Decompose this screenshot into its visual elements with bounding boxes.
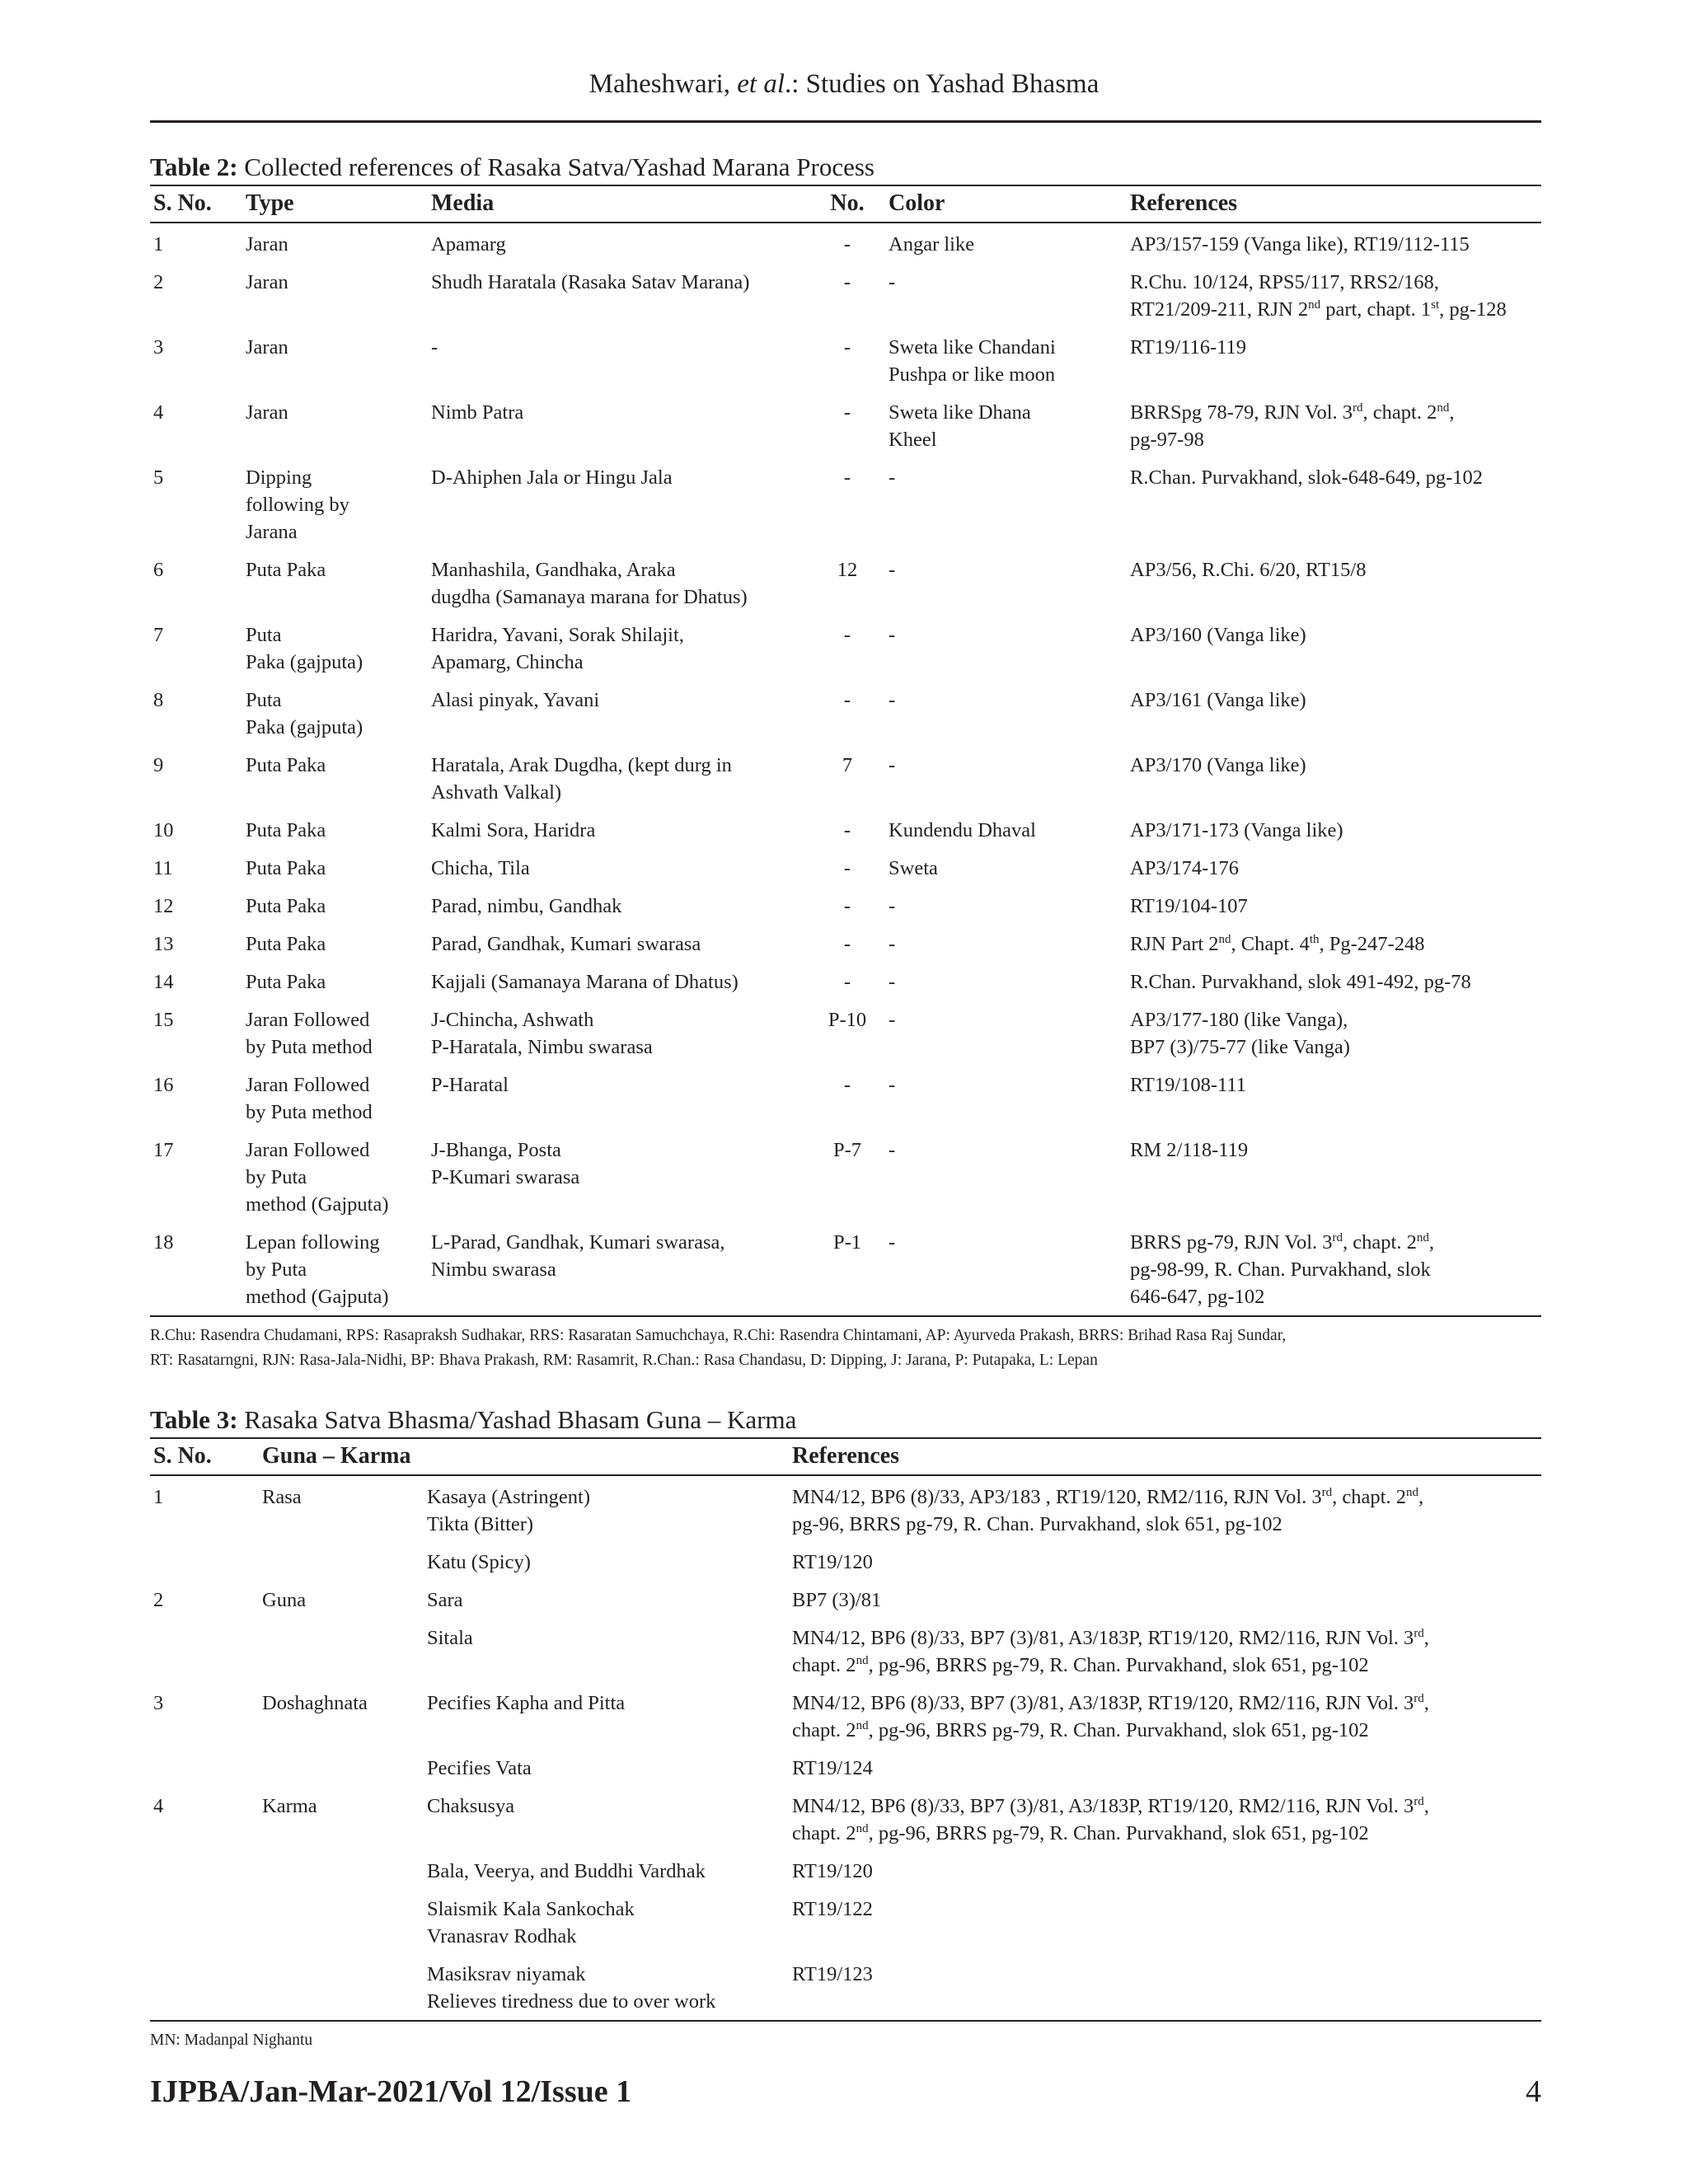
cell-no: - bbox=[843, 336, 851, 359]
cell-no: - bbox=[843, 624, 851, 646]
cell-media: Shudh Haratala (Rasaka Satav Marana) bbox=[431, 271, 750, 293]
cell-cat: Guna bbox=[262, 1589, 307, 1611]
table-row bbox=[150, 1850, 1541, 1888]
table-row bbox=[150, 614, 1541, 679]
cell-item: Pecifies Vata bbox=[427, 1757, 532, 1779]
cell-ref: AP3/171-173 (Vanga like) bbox=[1130, 819, 1343, 841]
cell-color: - bbox=[889, 895, 896, 917]
cell-no: - bbox=[843, 233, 851, 255]
cell-no: - bbox=[843, 857, 851, 879]
cell-item: Pecifies Kapha and Pitta bbox=[427, 1692, 626, 1714]
cell-type: Puta Paka bbox=[246, 819, 326, 841]
cell-sno: 8 bbox=[153, 689, 164, 711]
table-3 bbox=[150, 1405, 1541, 2053]
cell-media: Haratala, Arak Dugdha, (kept durg in Ashvath Valkal) bbox=[431, 754, 732, 804]
table-row bbox=[150, 1617, 1541, 1682]
table-2-grid bbox=[150, 185, 1541, 1317]
cell-ref: AP3/161 (Vanga like) bbox=[1130, 689, 1306, 711]
cell-item: Kasaya (Astringent) Tikta (Bitter) bbox=[427, 1486, 590, 1535]
cell-no: P-1 bbox=[809, 1221, 885, 1316]
table-row bbox=[150, 999, 1541, 1064]
cell-sno bbox=[150, 1747, 259, 1785]
cell-sno: 16 bbox=[153, 1074, 174, 1096]
cell-sno: 3 bbox=[153, 336, 164, 359]
table-row bbox=[150, 809, 1541, 847]
col-header-sno: S. No. bbox=[150, 185, 242, 223]
table-row bbox=[150, 885, 1541, 923]
cell-media: Kajjali (Samanaya Marana of Dhatus) bbox=[431, 971, 738, 993]
cell-ref: RT19/123 bbox=[789, 1953, 1541, 2021]
cell-sno: 12 bbox=[153, 895, 174, 917]
cell-type: Jaran Followed by Puta method (Gajputa) bbox=[246, 1139, 389, 1216]
cell-item: Sara bbox=[427, 1589, 463, 1611]
cell-media: P-Haratal bbox=[431, 1074, 509, 1096]
cell-media: J-Bhanga, Posta P-Kumari swarasa bbox=[431, 1139, 580, 1188]
cell-media: Alasi pinyak, Yavani bbox=[431, 689, 600, 711]
cell-color: - bbox=[889, 271, 896, 293]
cell-ref: AP3/174-176 bbox=[1130, 857, 1240, 879]
running-head: Maheshwari, et al.: Studies on Yashad Bhasma bbox=[588, 69, 1100, 99]
cell-media: L-Parad, Gandhak, Kumari swarasa, Nimbu swarasa bbox=[428, 1221, 809, 1316]
cell-sno bbox=[150, 1888, 259, 1953]
cell-ref: RT19/122 bbox=[792, 1898, 873, 1920]
cell-type: Puta Paka bbox=[246, 754, 326, 776]
cell-sno: 3 bbox=[153, 1692, 164, 1714]
table-row bbox=[150, 679, 1541, 744]
cell-sno bbox=[150, 1617, 259, 1682]
col-header-guna-karma: Guna – Karma bbox=[259, 1438, 789, 1475]
cell-no: - bbox=[843, 971, 851, 993]
cell-type: Jaran bbox=[246, 271, 288, 293]
cell-media: Manhashila, Gandhaka, Araka dugdha (Samanaya marana for Dhatus) bbox=[431, 559, 748, 608]
cell-sno: 14 bbox=[153, 971, 174, 993]
cell-type: Puta Paka bbox=[246, 971, 326, 993]
footer-journal: IJPBA/Jan-Mar-2021/Vol 12/Issue 1 bbox=[150, 2074, 632, 2109]
cell-ref: MN4/12, BP6 (8)/33, AP3/183 , RT19/120, RM2/116, RJN Vol. 3rd, chapt. 2nd, pg-96, BRRS pg-79, R. Chan. Purvakhand, slok 651, pg-102 bbox=[792, 1485, 1424, 1535]
cell-media: D-Ahiphen Jala or Hingu Jala bbox=[431, 466, 673, 489]
cell-cat bbox=[259, 1888, 424, 1953]
cell-sno: 11 bbox=[153, 857, 173, 879]
cell-no: - bbox=[843, 895, 851, 917]
cell-sno: 4 bbox=[153, 401, 164, 424]
cell-media: Parad, nimbu, Gandhak bbox=[431, 895, 622, 917]
cell-ref: R.Chan. Purvakhand, slok 491-492, pg-78 bbox=[1130, 971, 1471, 993]
cell-color: - bbox=[889, 754, 896, 776]
cell-cat bbox=[259, 1541, 424, 1579]
cell-item: Sitala bbox=[427, 1627, 473, 1649]
col-header-type: Type bbox=[242, 185, 428, 223]
cell-color: - bbox=[889, 933, 896, 955]
cell-media: Kalmi Sora, Haridra bbox=[431, 819, 596, 841]
cell-ref: RT19/124 bbox=[792, 1757, 873, 1779]
cell-no: - bbox=[843, 689, 851, 711]
cell-ref: MN4/12, BP6 (8)/33, BP7 (3)/81, A3/183P, RT19/120, RM2/116, RJN Vol. 3rd, chapt. 2nd, pg-96, BRRS pg-79, R. Chan. Purvakhand, slok 651, pg-102 bbox=[792, 1626, 1429, 1676]
table-2-abbreviations: R.Chu: Rasendra Chudamani, RPS: Rasapraksh Sudhakar, RRS: Rasaratan Samuchchaya, R.Chi: Rasendra Chintamani, AP: Ayurveda Prakash, BRRS: Brihad Rasa Raj Sundar, RT: Rasatarngni, RJN: Rasa-Jala-Nidhi, BP: Bhava Prakash, RM: Rasamrit, R.Chan.: Rasa Chandasu, D: Dipping, J: Jarana, P: Putapaka, L: Lepan bbox=[150, 1327, 1287, 1369]
cell-type: Jaran Followed by Puta method bbox=[246, 1009, 373, 1058]
table-row bbox=[150, 391, 1541, 457]
cell-cat bbox=[259, 1747, 424, 1785]
cell-type: Jaran bbox=[246, 336, 288, 359]
cell-sno: 1 bbox=[153, 1486, 164, 1508]
cell-no: 7 bbox=[842, 754, 853, 776]
cell-sno: 15 bbox=[153, 1009, 174, 1031]
table-row bbox=[150, 1747, 1541, 1785]
table-row bbox=[150, 1129, 1541, 1221]
table-3-header-row bbox=[150, 1438, 1541, 1475]
cell-cat: Karma bbox=[262, 1795, 317, 1817]
table-row bbox=[150, 1579, 1541, 1617]
cell-ref: RT19/104-107 bbox=[1130, 895, 1248, 917]
cell-ref: BRRS pg-79, RJN Vol. 3rd, chapt. 2nd, pg-98-99, R. Chan. Purvakhand, slok 646-647, pg-102 bbox=[1127, 1221, 1541, 1316]
cell-sno bbox=[150, 1541, 259, 1579]
cell-ref: R.Chan. Purvakhand, slok-648-649, pg-102 bbox=[1130, 466, 1484, 489]
table-row bbox=[150, 961, 1541, 999]
cell-no: - bbox=[843, 933, 851, 955]
table-row bbox=[150, 1221, 1541, 1316]
cell-type: Lepan following by Puta method (Gajputa) bbox=[242, 1221, 428, 1316]
cell-ref: AP3/160 (Vanga like) bbox=[1130, 624, 1306, 646]
cell-color: - bbox=[885, 1221, 1127, 1316]
cell-no: P-10 bbox=[828, 1009, 867, 1031]
cell-no: - bbox=[843, 819, 851, 841]
cell-color: Sweta like Chandani Pushpa or like moon bbox=[889, 336, 1056, 386]
cell-item: Slaismik Kala Sankochak Vranasrav Rodhak bbox=[427, 1898, 635, 1947]
table-row bbox=[150, 457, 1541, 549]
cell-no: - bbox=[843, 401, 851, 424]
cell-type: Puta Paka (gajputa) bbox=[246, 624, 363, 673]
table-2 bbox=[150, 152, 1541, 1373]
cell-ref: BP7 (3)/81 bbox=[792, 1589, 882, 1611]
cell-ref: RM 2/118-119 bbox=[1130, 1139, 1249, 1161]
table-row bbox=[150, 1785, 1541, 1850]
cell-no: P-7 bbox=[832, 1139, 862, 1161]
cell-sno: 10 bbox=[153, 819, 174, 841]
col-header-references: References bbox=[1127, 185, 1541, 223]
table-row bbox=[150, 549, 1541, 614]
col-header-no: No. bbox=[809, 185, 885, 223]
table-row bbox=[150, 1682, 1541, 1747]
cell-sno: 2 bbox=[153, 271, 164, 293]
cell-media: Haridra, Yavani, Sorak Shilajit, Apamarg, Chincha bbox=[431, 624, 684, 673]
table-2-caption: Table 2: Collected references of Rasaka Satva/Yashad Marana Process bbox=[150, 152, 874, 181]
col-header-media: Media bbox=[428, 185, 809, 223]
cell-media: J-Chincha, Ashwath P-Haratala, Nimbu swarasa bbox=[431, 1009, 653, 1058]
cell-ref: BRRSpg 78-79, RJN Vol. 3rd, chapt. 2nd, pg-97-98 bbox=[1130, 401, 1455, 451]
header-rule bbox=[150, 120, 1541, 123]
cell-type: Jaran bbox=[246, 233, 288, 255]
cell-sno bbox=[150, 1850, 259, 1888]
cell-type: Puta Paka bbox=[246, 559, 326, 581]
cell-sno: 9 bbox=[153, 754, 164, 776]
table-row bbox=[150, 1953, 1541, 2021]
table-row bbox=[150, 326, 1541, 391]
cell-sno: 17 bbox=[153, 1139, 174, 1161]
cell-ref: AP3/170 (Vanga like) bbox=[1130, 754, 1306, 776]
cell-sno: 7 bbox=[153, 624, 164, 646]
cell-ref: R.Chu. 10/124, RPS5/117, RRS2/168, RT21/209-211, RJN 2nd part, chapt. 1st, pg-128 bbox=[1130, 271, 1507, 321]
table-row bbox=[150, 923, 1541, 961]
page-number: 4 bbox=[1526, 2074, 1541, 2109]
cell-color: - bbox=[889, 1139, 896, 1161]
col-header-sno: S. No. bbox=[150, 1438, 259, 1475]
cell-sno bbox=[150, 1953, 259, 2021]
cell-color: - bbox=[889, 689, 896, 711]
cell-no: 12 bbox=[837, 559, 858, 581]
cell-color: - bbox=[889, 559, 896, 581]
cell-media: Apamarg bbox=[431, 233, 506, 255]
table-2-header-row bbox=[150, 185, 1541, 223]
cell-ref: MN4/12, BP6 (8)/33, BP7 (3)/81, A3/183P, RT19/120, RM2/116, RJN Vol. 3rd, chapt. 2nd, pg-96, BRRS pg-79, R. Chan. Purvakhand, slok 651, pg-102 bbox=[792, 1794, 1429, 1844]
cell-type: Dipping following by Jarana bbox=[246, 466, 349, 543]
cell-ref: RT19/120 bbox=[792, 1860, 873, 1882]
cell-ref: MN4/12, BP6 (8)/33, BP7 (3)/81, A3/183P, RT19/120, RM2/116, RJN Vol. 3rd, chapt. 2nd, pg-96, BRRS pg-79, R. Chan. Purvakhand, slok 651, pg-102 bbox=[792, 1691, 1429, 1741]
table-3-caption: Table 3: Rasaka Satva Bhasma/Yashad Bhasam Guna – Karma bbox=[150, 1405, 797, 1434]
cell-type: Puta Paka bbox=[246, 857, 326, 879]
cell-sno: 5 bbox=[153, 466, 164, 489]
cell-type: Jaran Followed by Puta method bbox=[246, 1074, 373, 1123]
cell-sno: 2 bbox=[153, 1589, 164, 1611]
cell-media: Chicha, Tila bbox=[431, 857, 530, 879]
cell-no: - bbox=[843, 466, 851, 489]
cell-item: Bala, Veerya, and Buddhi Vardhak bbox=[427, 1860, 706, 1882]
cell-sno: 1 bbox=[153, 233, 164, 255]
cell-sno: 6 bbox=[153, 559, 164, 581]
cell-no: - bbox=[843, 1074, 851, 1096]
cell-media: - bbox=[431, 336, 438, 359]
cell-ref: RT19/108-111 bbox=[1130, 1074, 1246, 1096]
cell-ref: AP3/56, R.Chi. 6/20, RT15/8 bbox=[1130, 559, 1367, 581]
table-3-grid bbox=[150, 1437, 1541, 2022]
table-3-abbreviations: MN: Madanpal Nighantu bbox=[150, 2032, 313, 2049]
cell-cat bbox=[259, 1850, 424, 1888]
cell-color: Sweta bbox=[889, 857, 938, 879]
table-row bbox=[150, 1064, 1541, 1129]
cell-sno: 18 bbox=[150, 1221, 242, 1316]
cell-media: Nimb Patra bbox=[431, 401, 524, 424]
cell-cat: Doshaghnata bbox=[262, 1692, 368, 1714]
cell-color: - bbox=[889, 1074, 896, 1096]
table-row bbox=[150, 1541, 1541, 1579]
cell-cat bbox=[259, 1617, 424, 1682]
table-row bbox=[150, 1475, 1541, 1541]
cell-color: - bbox=[889, 971, 896, 993]
cell-color: Kundendu Dhaval bbox=[889, 819, 1036, 841]
table-row bbox=[150, 223, 1541, 261]
cell-color: - bbox=[889, 1009, 896, 1031]
cell-no: - bbox=[843, 271, 851, 293]
cell-ref: AP3/157-159 (Vanga like), RT19/112-115 bbox=[1130, 233, 1470, 255]
table-row bbox=[150, 261, 1541, 326]
cell-color: Angar like bbox=[889, 233, 975, 255]
table-row bbox=[150, 847, 1541, 885]
cell-item: Katu (Spicy) bbox=[427, 1551, 531, 1573]
cell-color: - bbox=[889, 624, 896, 646]
col-header-color: Color bbox=[885, 185, 1127, 223]
cell-cat bbox=[259, 1953, 424, 2021]
cell-item: Chaksusya bbox=[427, 1795, 515, 1817]
col-header-references: References bbox=[789, 1438, 1541, 1475]
cell-type: Puta Paka bbox=[246, 933, 326, 955]
table-row bbox=[150, 744, 1541, 809]
cell-ref: RT19/116-119 bbox=[1130, 336, 1246, 359]
table-row bbox=[150, 1888, 1541, 1953]
cell-color: Sweta like Dhana Kheel bbox=[889, 401, 1031, 451]
cell-ref: RJN Part 2nd, Chapt. 4th, Pg-247-248 bbox=[1130, 932, 1425, 955]
cell-color: - bbox=[889, 466, 896, 489]
cell-type: Puta Paka (gajputa) bbox=[246, 689, 363, 738]
cell-media: Parad, Gandhak, Kumari swarasa bbox=[431, 933, 701, 955]
cell-sno: 13 bbox=[153, 933, 174, 955]
cell-type: Puta Paka bbox=[246, 895, 326, 917]
cell-ref: AP3/177-180 (like Vanga), BP7 (3)/75-77 (like Vanga) bbox=[1130, 1009, 1350, 1058]
cell-item: Masiksrav niyamak Relieves tiredness due to over work bbox=[424, 1953, 789, 2021]
cell-ref: RT19/120 bbox=[792, 1551, 873, 1573]
cell-type: Jaran bbox=[246, 401, 288, 424]
cell-sno: 4 bbox=[153, 1795, 164, 1817]
cell-cat: Rasa bbox=[262, 1486, 302, 1508]
